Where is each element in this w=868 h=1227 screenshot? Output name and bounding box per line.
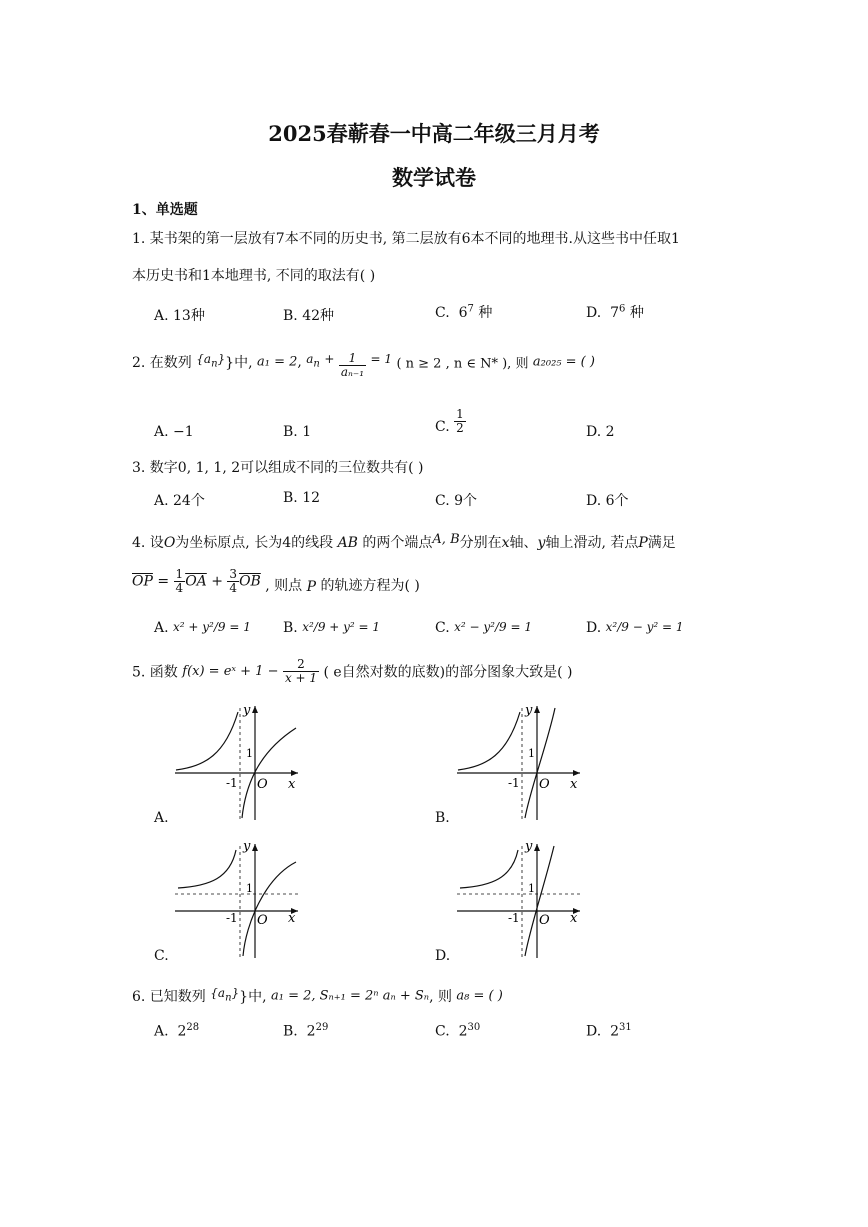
origin-label: O — [539, 913, 550, 928]
q5-graph-d — [452, 838, 592, 963]
tick-1: 1 — [246, 882, 253, 895]
q5-stem: 5. 函数 f(x) = eˣ + 1 − $\frac{2}{x + 1}$ ( e自然对数的底数)的部分图象大致是( ) — [132, 657, 573, 685]
axis-x-label: x — [570, 777, 578, 792]
q1-stem-line2: 本历史书和1本地理书, 不同的取法有( ) — [132, 268, 376, 284]
q1-option-c: C. $6^7$ 种 — [435, 303, 493, 321]
q4-stem-line2: $\overline{OP}$ = $\frac{1}{4}$ $\overline{OA}$ + $\frac{3}{4}$ $\overline{OB}$ , 则点 P 的轨迹方程为( ) — [132, 567, 420, 595]
origin-label: O — [257, 913, 268, 928]
q5-option-c: C. — [154, 948, 169, 964]
section-heading: 1、单选题 — [132, 202, 198, 218]
q6-option-a: A. $2^{28}$ — [154, 1022, 200, 1040]
q5-graph-b — [452, 700, 592, 825]
q1-option-d: D. $7^6$ 种 — [586, 303, 644, 321]
q6-option-b: B. $2^{29}$ — [283, 1022, 329, 1040]
tick-1: 1 — [528, 747, 535, 760]
q5-graph-a — [170, 700, 310, 825]
tick-neg1: -1 — [226, 911, 238, 925]
page-subtitle: 数学试卷 — [392, 165, 476, 190]
q2-option-b: B. 1 — [283, 424, 312, 440]
q2-option-c: C. $\frac{1}{2}$ — [435, 407, 464, 435]
q5-option-d: D. — [435, 948, 451, 964]
q4-stem-line1: 4. 设O为坐标原点, 长为4的线段 AB 的两个端点A, B分别在x轴、y轴上滑动, 若点P满足 — [132, 532, 676, 551]
q6-stem: 6. 已知数列 $\{a_n\}$}中, a₁ = 2, Sₙ₊₁ = 2ⁿ aₙ + Sₙ, 则 a₈ = ( ) — [132, 986, 503, 1005]
q2-stem: 2. 在数列 $\{a_n\}$}中, a₁ = 2, $a_n$ + $\frac{1}{\text{aₙ₋₁}}$ = 1 ( n ≥ 2 , n ∈ N* ), 则 a₂₀₂₅ = ( ) — [132, 351, 595, 379]
q3-option-c: C. 9个 — [435, 493, 478, 509]
q4-option-c: C. x² − y²/9 = 1 — [435, 620, 532, 636]
tick-neg1: -1 — [508, 911, 520, 925]
tick-1: 1 — [246, 747, 253, 760]
origin-label: O — [257, 777, 268, 792]
axis-x-label: x — [288, 911, 296, 926]
q1-option-b: B. 42种 — [283, 308, 335, 324]
axis-y-label: y — [243, 703, 251, 718]
axis-y-label: y — [243, 839, 251, 854]
axis-x-label: x — [288, 777, 296, 792]
q6-option-d: D. $2^{31}$ — [586, 1022, 632, 1040]
tick-1: 1 — [528, 882, 535, 895]
q4-option-b: B. x²/9 + y² = 1 — [283, 620, 381, 636]
q5-graph-c — [170, 838, 310, 963]
q4-option-d: D. x²/9 − y² = 1 — [586, 620, 684, 636]
q3-option-a: A. 24个 — [154, 493, 205, 509]
origin-label: O — [539, 777, 550, 792]
q6-option-c: C. $2^{30}$ — [435, 1022, 481, 1040]
axis-x-label: x — [570, 911, 578, 926]
q1-stem-line1: 1. 某书架的第一层放有7本不同的历史书, 第二层放有6本不同的地理书.从这些书中任取1 — [132, 231, 680, 247]
q5-option-a: A. — [154, 810, 169, 826]
page-title: 2025春蕲春一中高二年级三月月考 — [268, 121, 600, 146]
q1-option-a: A. 13种 — [154, 308, 205, 324]
tick-neg1: -1 — [226, 776, 238, 790]
q4-option-a: A. x² + y²/9 = 1 — [154, 620, 251, 636]
q2-option-a: A. −1 — [154, 424, 194, 440]
q2-option-d: D. 2 — [586, 424, 615, 440]
tick-neg1: -1 — [508, 776, 520, 790]
q5-option-b: B. — [435, 810, 450, 826]
q3-option-d: D. 6个 — [586, 493, 629, 509]
axis-y-label: y — [525, 703, 533, 718]
q3-stem: 3. 数字0, 1, 1, 2可以组成不同的三位数共有( ) — [132, 460, 424, 476]
q3-option-b: B. 12 — [283, 490, 321, 506]
axis-y-label: y — [525, 839, 533, 854]
